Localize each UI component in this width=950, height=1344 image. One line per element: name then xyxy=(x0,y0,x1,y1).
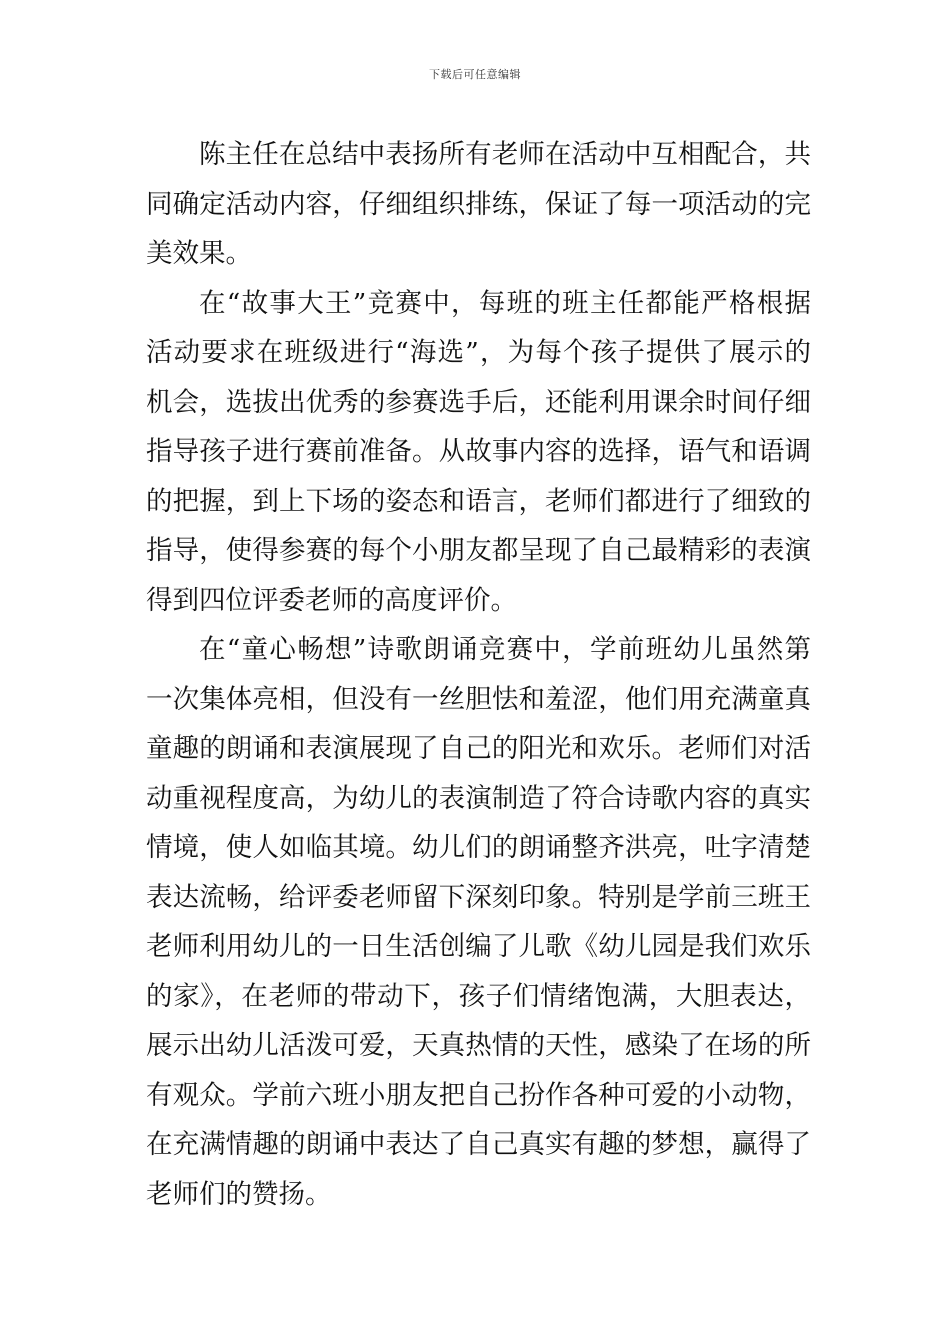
paragraph-3-line-5: 情境，使人如临其境。幼儿们的朗诵整齐洪亮，吐字清楚 xyxy=(146,832,811,863)
paragraph-2-line-4: 指导孩子进行赛前准备。从故事内容的选择，语气和语调 xyxy=(146,436,811,467)
paragraph-2-line-2: 活动要求在班级进行“海选”，为每个孩子提供了展示的 xyxy=(146,337,811,368)
paragraph-1-line-1: 陈主任在总结中表扬所有老师在活动中互相配合，共 xyxy=(199,139,811,170)
paragraph-3-line-1: 在“童心畅想”诗歌朗诵竞赛中，学前班幼儿虽然第 xyxy=(199,634,811,665)
paragraph-3-line-11: 在充满情趣的朗诵中表达了自己真实有趣的梦想，赢得了 xyxy=(146,1129,811,1160)
paragraph-3-line-2: 一次集体亮相，但没有一丝胆怯和羞涩，他们用充满童真 xyxy=(146,683,811,715)
paragraph-1-line-2: 同确定活动内容，仔细组织排练，保证了每一项活动的完 xyxy=(146,188,811,220)
paragraph-2-line-7: 得到四位评委老师的高度评价。 xyxy=(146,584,517,616)
paragraph-3-line-7: 老师利用幼儿的一日生活创编了儿歌《幼儿园是我们欢乐 xyxy=(146,931,811,962)
paragraph-2-line-6: 指导，使得参赛的每个小朋友都呈现了自己最精彩的表演 xyxy=(146,535,811,566)
page-header: 下载后可任意编辑 xyxy=(429,68,521,81)
paragraph-2-line-1: 在“故事大王”竞赛中，每班的班主任都能严格根据 xyxy=(199,287,811,319)
paragraph-3-line-10: 有观众。学前六班小朋友把自己扮作各种可爱的小动物， xyxy=(146,1079,811,1111)
paragraph-2-line-5: 的把握，到上下场的姿态和语言，老师们都进行了细致的 xyxy=(146,485,811,517)
paragraph-3-line-12: 老师们的赞扬。 xyxy=(146,1178,332,1210)
paragraph-3-line-8: 的家》，在老师的带动下，孩子们情绪饱满，大胆表达， xyxy=(146,980,811,1012)
paragraph-3-line-4: 动重视程度高，为幼儿的表演制造了符合诗歌内容的真实 xyxy=(146,782,811,814)
paragraph-3-line-9: 展示出幼儿活泼可爱，天真热情的天性，感染了在场的所 xyxy=(146,1030,811,1061)
paragraph-2-line-3: 机会，选拔出优秀的参赛选手后，还能利用课余时间仔细 xyxy=(146,386,811,418)
paragraph-3-line-6: 表达流畅，给评委老师留下深刻印象。特别是学前三班王 xyxy=(146,881,811,913)
paragraph-1-line-3: 美效果。 xyxy=(146,238,252,269)
paragraph-3-line-3: 童趣的朗诵和表演展现了自己的阳光和欢乐。老师们对活 xyxy=(146,733,811,764)
document-body xyxy=(146,130,811,1219)
